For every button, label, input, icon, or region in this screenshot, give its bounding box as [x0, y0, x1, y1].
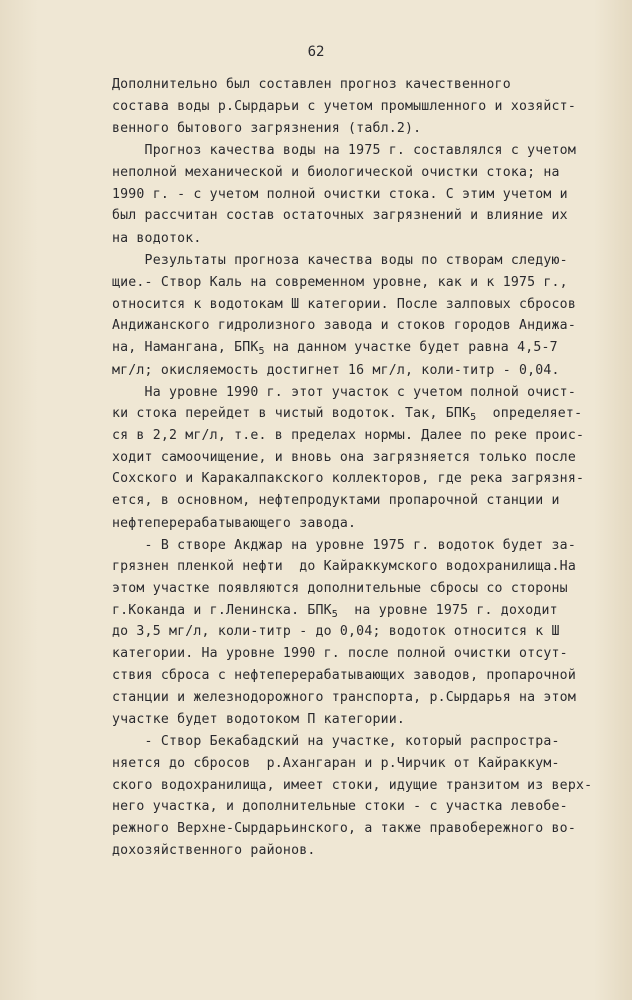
text-line: ки стока перейдет в чистый водоток. Так, $БПК_5$ определяет- — [112, 406, 583, 424]
text-line: него участка, и дополнительные стоки - с участка левобе- — [112, 799, 568, 815]
text-line: категории. На уровне 1990 г. после полной очистки отсут- — [112, 646, 568, 662]
text-line: дохозяйственного районов. — [112, 842, 316, 858]
text-line: до 3,5 мг/л, коли-титр - до 0,04; водоток относится к Ш — [112, 624, 560, 640]
text-line: режного Верхне-Сырдарьинского, а также правобережного во- — [112, 820, 576, 836]
body-text — [112, 74, 592, 861]
text-line: относится к водотокам Ш категории. После залповых сбросов — [112, 296, 576, 312]
text-line: Прогноз качества воды на 1975 г. составлялся с учетом — [112, 143, 576, 159]
text-line: этом участке появляются дополнительные сбросы со стороны — [112, 581, 568, 597]
text-line: нефтеперерабатывающего завода. — [112, 515, 357, 531]
text-line: Результаты прогноза качества воды по створам следую- — [112, 253, 568, 269]
text-line: Дополнительно был составлен прогноз качественного — [112, 77, 511, 92]
text-line: венного бытового загрязнения (табл.2). — [112, 121, 422, 137]
text-line: ходит самоочищение, и вновь она загрязняется только после — [112, 449, 576, 465]
text-line: ствия сброса с нефтеперерабатывающих заводов, пропарочной — [112, 667, 576, 683]
text-line: 1990 г. - с учетом полной очистки стока. С этим учетом и — [112, 186, 568, 202]
text-line: - В створе Акджар на уровне 1975 г. водоток будет за- — [112, 537, 576, 553]
text-line: ского водохранилища, имеет стоки, идущие транзитом из верх- — [112, 777, 593, 793]
text-line: мг/л; окисляемость достигнет 16 мг/л, коли-титр - 0,04. — [112, 362, 560, 378]
text-line: неполной механической и биологической очистки стока; на — [112, 165, 560, 181]
text-line: был рассчитан состав остаточных загрязнений и влияние их — [112, 208, 568, 224]
text-line: станции и железнодорожного транспорта, р.Сырдарья на этом — [112, 689, 576, 705]
page-number: 62 — [307, 44, 325, 60]
text-line: на, Намангана, $БПК_5$ на данном участке будет равна 4,5-7 — [112, 339, 558, 357]
text-line: г.Коканда и г.Ленинска. $БПК_5$ на уровне 1975 г. доходит — [112, 602, 558, 620]
text-line: На уровне 1990 г. этот участок с учетом полной очист- — [112, 384, 576, 400]
text-line: Андижанского гидролизного завода и стоков городов Андижа- — [112, 318, 576, 334]
text-line: щие.- Створ Каль на современном уровне, как и к 1975 г., — [112, 274, 568, 290]
text-line: ся в 2,2 мг/л, т.е. в пределах нормы. Далее по реке проис- — [112, 427, 585, 443]
text-line: участке будет водотоком П категории. — [112, 712, 406, 728]
text-line: ется, в основном, нефтепродуктами пропарочной станции и — [112, 493, 560, 508]
text-line: на водоток. — [112, 231, 202, 247]
text-line: няется до сбросов р.Ахангаран и р.Чирчик от Кайраккум- — [112, 755, 560, 771]
text-line: Сохского и Каракалпакского коллекторов, где река загрязня- — [112, 471, 585, 487]
text-line: - Створ Бекабадский на участке, который распростра- — [112, 734, 560, 750]
text-line: состава воды р.Сырдарьи с учетом промышленного и хозяйст- — [112, 98, 576, 114]
text-line: грязнен пленкой нефти до Кайраккумского водохранилища.На — [112, 559, 576, 575]
